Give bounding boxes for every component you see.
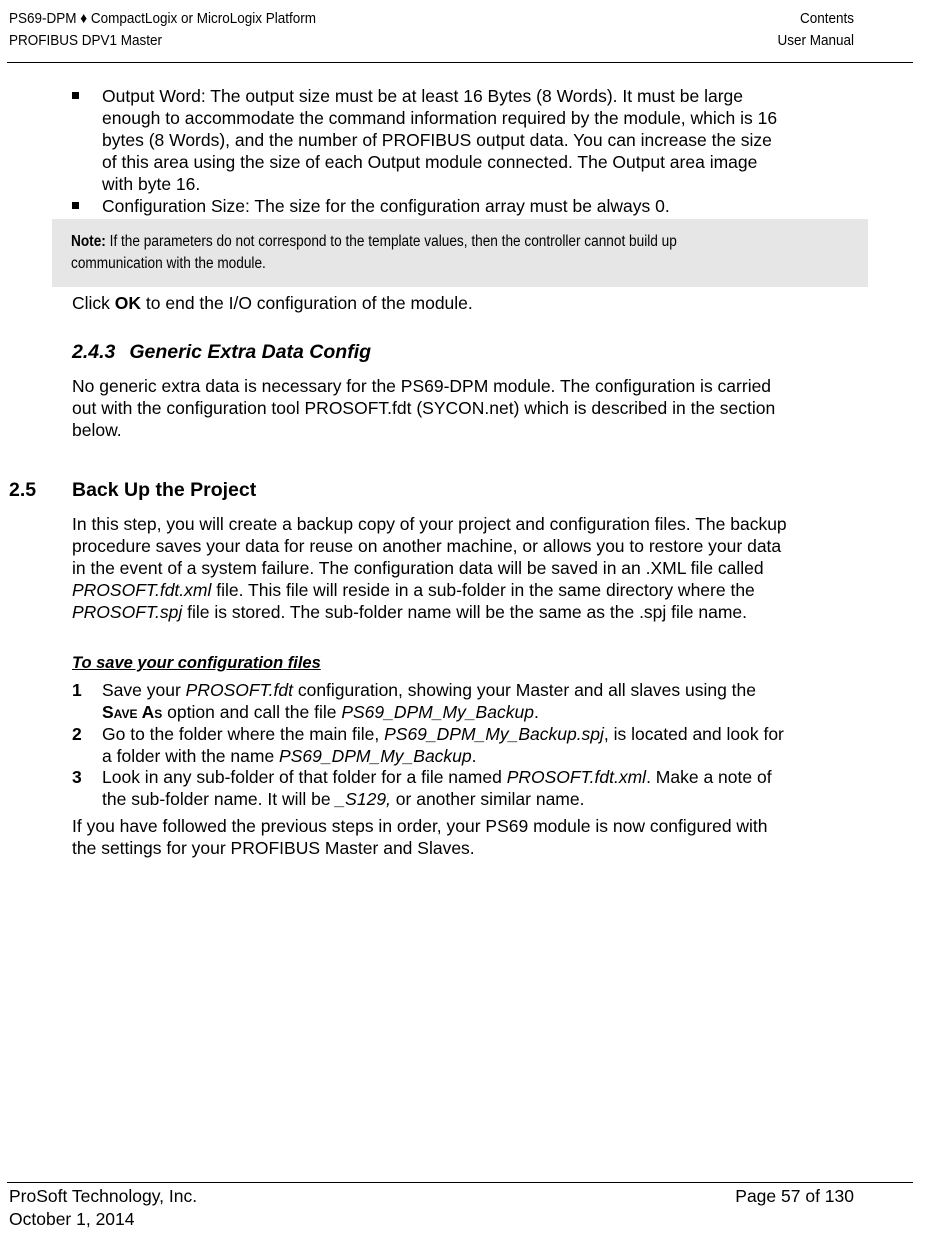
text-run: , is located and look for bbox=[603, 724, 784, 744]
text-run: Look in any sub-folder of that folder for a file named bbox=[102, 767, 507, 787]
note-line: If the parameters do not correspond to the template values, then the controller cannot build up bbox=[109, 233, 677, 250]
closing-paragraph bbox=[72, 815, 768, 859]
text-run: Click bbox=[72, 293, 115, 313]
text-run: configuration, showing your Master and all slaves using the bbox=[292, 680, 757, 700]
step-2-text bbox=[102, 723, 784, 767]
output-word-bullet bbox=[102, 85, 777, 195]
filename-term: PROSOFT.fdt.xml bbox=[72, 580, 212, 600]
step-number: 3 bbox=[72, 767, 82, 787]
text-run: option and call the file bbox=[162, 702, 342, 722]
header-rule bbox=[7, 62, 913, 63]
footer-rule bbox=[7, 1182, 913, 1183]
filename-term: PROSOFT.fdt bbox=[185, 680, 293, 700]
filename-term: PROSOFT.fdt.xml bbox=[506, 767, 647, 787]
paragraph-line: out with the configuration tool PROSOFT.fdt (SYCON.net) which is described in the section bbox=[72, 398, 776, 418]
text-run: or another similar name. bbox=[390, 789, 585, 809]
paragraph-line: the settings for your PROFIBUS Master and Slaves. bbox=[72, 838, 475, 858]
bullet-line: of this area using the size of each Output module connected. The Output area image bbox=[102, 152, 758, 172]
paragraph-line: procedure saves your data for reuse on another machine, or allows you to restore your data bbox=[72, 536, 782, 556]
backup-intro-paragraph bbox=[72, 513, 787, 623]
text-run: Go to the folder where the main file, bbox=[102, 724, 385, 744]
footer-date: October 1, 2014 bbox=[9, 1209, 135, 1229]
running-header-right bbox=[777, 8, 854, 52]
header-section-name: Contents bbox=[799, 10, 854, 27]
text-run: file is stored. The sub-folder name will be the same as the .spj file name. bbox=[182, 602, 748, 622]
note-text bbox=[71, 231, 766, 275]
menu-command-term: Save As bbox=[102, 702, 163, 722]
text-run: . bbox=[533, 702, 539, 722]
text-run: . bbox=[471, 746, 477, 766]
note-line: communication with the module. bbox=[71, 255, 266, 272]
paragraph-line bbox=[72, 579, 787, 601]
step-number: 1 bbox=[72, 680, 82, 700]
step-3-text bbox=[102, 766, 772, 810]
text-run: the sub-folder name. It will be bbox=[102, 789, 336, 809]
filename-term: PS69_DPM_My_Backup.spj bbox=[384, 724, 604, 744]
footer-company: ProSoft Technology, Inc. bbox=[9, 1186, 198, 1206]
paragraph-line bbox=[72, 601, 787, 623]
paragraph-line: in the event of a system failure. The configuration data will be saved in an .XML file called bbox=[72, 558, 764, 578]
filename-term: PROSOFT.spj bbox=[72, 602, 183, 622]
note-label: Note: bbox=[71, 233, 106, 250]
section-number: 2.5 bbox=[9, 479, 37, 501]
text-run: Save your bbox=[102, 680, 186, 700]
bullet-marker bbox=[72, 202, 79, 209]
header-product-subtitle: PROFIBUS DPV1 Master bbox=[9, 32, 163, 49]
subsection-number: 2.4.3 bbox=[72, 341, 116, 363]
step-number: 2 bbox=[72, 724, 82, 744]
header-product-line: PS69-DPM ♦ CompactLogix or MicroLogix Platform bbox=[9, 10, 316, 27]
section-title: Back Up the Project bbox=[72, 479, 257, 501]
footer-left bbox=[9, 1185, 197, 1231]
header-document-type: User Manual bbox=[777, 32, 854, 49]
step-1-text bbox=[102, 679, 756, 723]
ok-term: OK bbox=[114, 293, 142, 313]
filename-term: PS69_DPM_My_Backup bbox=[279, 746, 472, 766]
bullet-marker bbox=[72, 92, 79, 99]
running-header-left bbox=[9, 8, 316, 52]
filename-term: PS69_DPM_My_Backup bbox=[341, 702, 534, 722]
bullet-line: Output Word: The output size must be at least 16 Bytes (8 Words). It must be large bbox=[102, 86, 743, 106]
text-run: . Make a note of bbox=[646, 767, 772, 787]
folder-name-term: _S129, bbox=[335, 789, 391, 809]
paragraph-line: In this step, you will create a backup copy of your project and configuration files. The backup bbox=[72, 514, 787, 534]
paragraph-line: No generic extra data is necessary for the PS69-DPM module. The configuration is carried bbox=[72, 376, 772, 396]
procedure-heading: To save your configuration files bbox=[72, 654, 321, 672]
text-run: a folder with the name bbox=[102, 746, 280, 766]
bullet-line: enough to accommodate the command information required by the module, which is 16 bbox=[102, 108, 778, 128]
subsection-title: Generic Extra Data Config bbox=[129, 341, 372, 363]
text-run: file. This file will reside in a sub-folder in the same directory where the bbox=[211, 580, 755, 600]
bullet-line: with byte 16. bbox=[102, 174, 201, 194]
page-number: Page 57 of 130 bbox=[735, 1186, 854, 1206]
paragraph-line: If you have followed the previous steps in order, your PS69 module is now configured with bbox=[72, 816, 768, 836]
bullet-line: bytes (8 Words), and the number of PROFIBUS output data. You can increase the size bbox=[102, 130, 772, 150]
subsection-heading bbox=[72, 341, 371, 364]
extra-data-paragraph bbox=[72, 375, 775, 441]
paragraph-line: below. bbox=[72, 420, 122, 440]
text-run: to end the I/O configuration of the module. bbox=[141, 293, 473, 313]
click-ok-paragraph bbox=[72, 292, 473, 314]
config-size-bullet: Configuration Size: The size for the configuration array must be always 0. bbox=[102, 196, 670, 216]
